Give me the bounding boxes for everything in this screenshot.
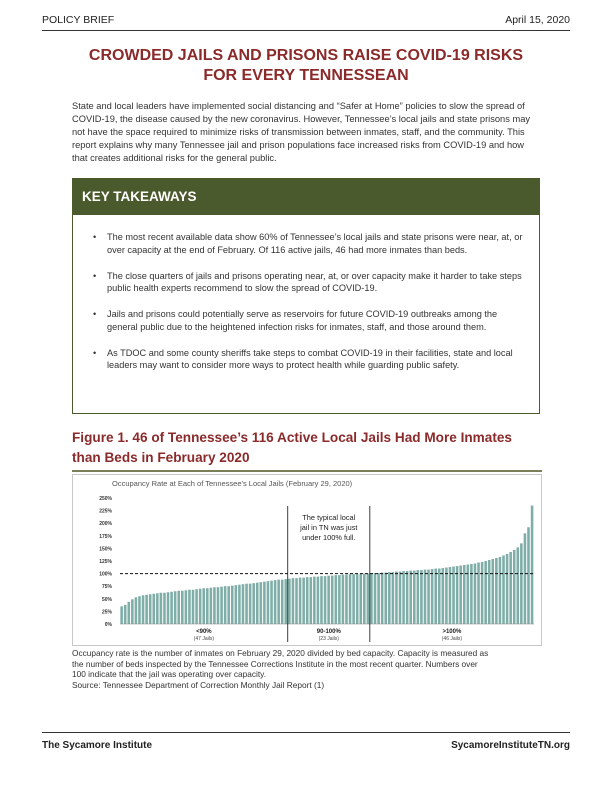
bar [399,572,402,624]
bar [342,575,345,624]
bar [484,561,487,624]
key-takeaways-heading: KEY TAKEAWAYS [73,179,539,215]
bar [263,582,266,624]
bar [277,580,280,624]
group-sublabel: (47 Jails) [193,636,215,642]
bar [374,573,377,624]
y-tick-label: 200% [99,521,112,528]
bar [395,572,398,624]
bar [349,574,352,624]
bar [131,599,134,624]
annotation-text: The typical local [302,513,356,522]
bar [135,597,138,624]
bar [427,570,430,624]
bar [424,570,427,624]
bar [499,557,502,624]
bar [235,585,238,624]
group-label: <90% [196,629,212,635]
bar [442,568,445,624]
bar [334,575,337,624]
figure-title [72,428,542,468]
bar [524,533,527,624]
bar [185,590,188,624]
bar [245,584,248,624]
bar [192,590,195,624]
bar [352,574,355,624]
bar [285,579,288,624]
bar [324,576,327,624]
takeaway-item: • As TDOC and some county sheriffs take steps to combat COVID-19 in their facilities, state and local leaders may want to consider more ways to protect health while guarding public safety. [93,347,527,372]
bar [356,574,359,624]
y-tick-label: 150% [99,546,112,553]
bar [434,569,437,624]
figure-rule [72,470,542,472]
footer-org: The Sycamore Institute [42,740,153,751]
bar [174,591,177,624]
takeaway-item: • The close quarters of jails and prisons operating near, at, or over capacity make it harder to take steps public health experts recommend to slow the spread of COVID-19. [93,270,527,295]
takeaway-item: • The most recent available data show 60% of Tennessee’s local jails and state prisons were near, at, or over capacity at the end of February. Of 116 active jails, 46 had more inmates than beds. [93,231,527,256]
y-tick-label: 50% [101,596,112,603]
bar [363,574,366,624]
bar [513,550,516,624]
bar [295,578,298,624]
bar [299,578,302,624]
caption-line: Occupancy rate is the number of inmates on February 29, 2020 divided by bed capacity. Capacity is measured as [72,648,489,658]
bar [195,589,198,624]
y-tick-label: 175% [99,533,112,540]
bar [313,577,316,624]
bar [260,582,263,624]
header-date: April 15, 2020 [505,14,570,26]
bar [156,593,159,624]
bar [288,579,291,624]
bar [238,585,241,624]
caption-line: the number of beds inspected by the Tennessee Corrections Institute in the most recent quarter. Numbers over [72,658,478,669]
takeaway-item: • Jails and prisons could potentially serve as reservoirs for future COVID-19 outbreaks among the general public due to the heightened infection risks for inmates, staff, and those around them. [93,308,527,333]
caption-line: 100 indicate that the jail was operating over capacity. [72,669,267,679]
bar [152,594,155,624]
bar [381,573,384,624]
bar [302,578,305,624]
bar [188,590,191,624]
bar [270,581,273,624]
group-sublabel: (46 Jails) [441,636,463,642]
bar [145,595,148,624]
bar [149,594,152,624]
bar [213,587,216,624]
bar [495,558,498,624]
bar [317,577,320,624]
bar [306,577,309,624]
bar [527,527,530,624]
bar [409,571,412,624]
bar [402,571,405,624]
figure-title-line-2: than Beds in February 2020 [72,450,250,465]
bar [242,584,245,624]
bar [217,587,220,624]
bar [252,583,255,624]
bar [420,570,423,624]
chart-title: Occupancy Rate at Each of Tennessee's Local Jails (February 29, 2020) [112,479,353,488]
bar [359,574,362,624]
takeaways-list [73,215,539,372]
footer-rule [42,732,570,733]
occupancy-chart-svg [72,474,542,646]
title-line-1: CROWDED JAILS AND PRISONS RAISE COVID-19 RISKS [88,47,524,64]
bar [163,593,166,624]
bar [492,559,495,624]
y-tick-label: 225% [99,508,112,515]
bar [438,569,441,624]
bar [474,564,477,624]
annotation-text: under 100% full. [302,533,356,542]
bar [274,580,277,624]
bar [517,547,520,624]
figure-caption [72,648,542,690]
bar [477,563,480,624]
title-line-2: FOR EVERY TENNESSEAN [203,67,409,84]
bar [384,573,387,624]
annotation-text: jail in TN was just [300,523,358,532]
bar [138,596,141,624]
bar [124,605,127,624]
group-label: >100% [442,629,462,635]
page-title [42,46,570,86]
y-tick-label: 250% [99,496,112,502]
page-footer [42,740,570,751]
bar [417,570,420,624]
bar [502,555,505,624]
bar [120,606,123,624]
bar [488,560,491,624]
bar [449,567,452,624]
footer-url: SycamoreInstituteTN.org [451,740,570,751]
bar [267,581,270,624]
bar [367,574,370,624]
page-header [42,14,570,30]
group-label: 90-100% [316,629,341,635]
bar [199,589,202,624]
bar [181,591,184,624]
y-tick-label: 100% [99,571,112,578]
y-tick-label: 75% [101,584,112,591]
bar [177,591,180,624]
bar [327,576,330,624]
bar [220,587,223,624]
bar [256,583,259,624]
bar [249,584,252,624]
bar [331,576,334,624]
bar [509,552,512,624]
bar [470,564,473,624]
bar [506,554,509,624]
bar [481,562,484,624]
bar [320,576,323,624]
bar [224,586,227,624]
group-sublabel: (23 Jails) [318,636,339,642]
bar [452,567,455,624]
bar [231,586,234,624]
bar [388,572,391,624]
key-takeaways-box [72,178,540,414]
bar [392,572,395,624]
bar [281,580,284,624]
bar [445,568,448,624]
bar [531,506,534,624]
bar [292,578,295,624]
y-tick-label: 0% [104,622,112,628]
bar [170,592,173,624]
bar [160,593,163,624]
bar [127,602,130,624]
bar [202,588,205,624]
bar [338,575,341,624]
bar [206,588,209,624]
bar [377,573,380,624]
bar [520,543,523,624]
bar [310,577,313,624]
header-rule [42,30,570,31]
figure-title-line-1: Figure 1. 46 of Tennessee’s 116 Active Local Jails Had More Inmates [72,430,512,445]
occupancy-chart [72,474,542,646]
bar [459,566,462,624]
intro-paragraph: State and local leaders have implemented social distancing and “Safer at Home” policies to slow the spread of COVID-19, the disease caused by the new coronavirus. However, Tennessee’s local jails and state prisons may not have the space required to minimize risks of transmission between inmates, staff, and the community. This report explains why many Tennessee jail and prison populations face increased risks from COVID-19 and how that creates additional risks for the general public. [72,101,531,163]
caption-source: Source: Tennessee Department of Correction Monthly Jail Report (1) [72,679,325,690]
bar [142,595,145,624]
y-tick-label: 125% [99,559,112,565]
bar [210,588,213,624]
bar [406,571,409,624]
bar [413,571,416,624]
bar [227,586,230,624]
bar [456,566,459,624]
bar [370,573,373,624]
bar [345,575,348,624]
bar [431,569,434,624]
bar [167,592,170,624]
y-tick-label: 25% [101,609,112,616]
header-label: POLICY BRIEF [42,14,115,26]
